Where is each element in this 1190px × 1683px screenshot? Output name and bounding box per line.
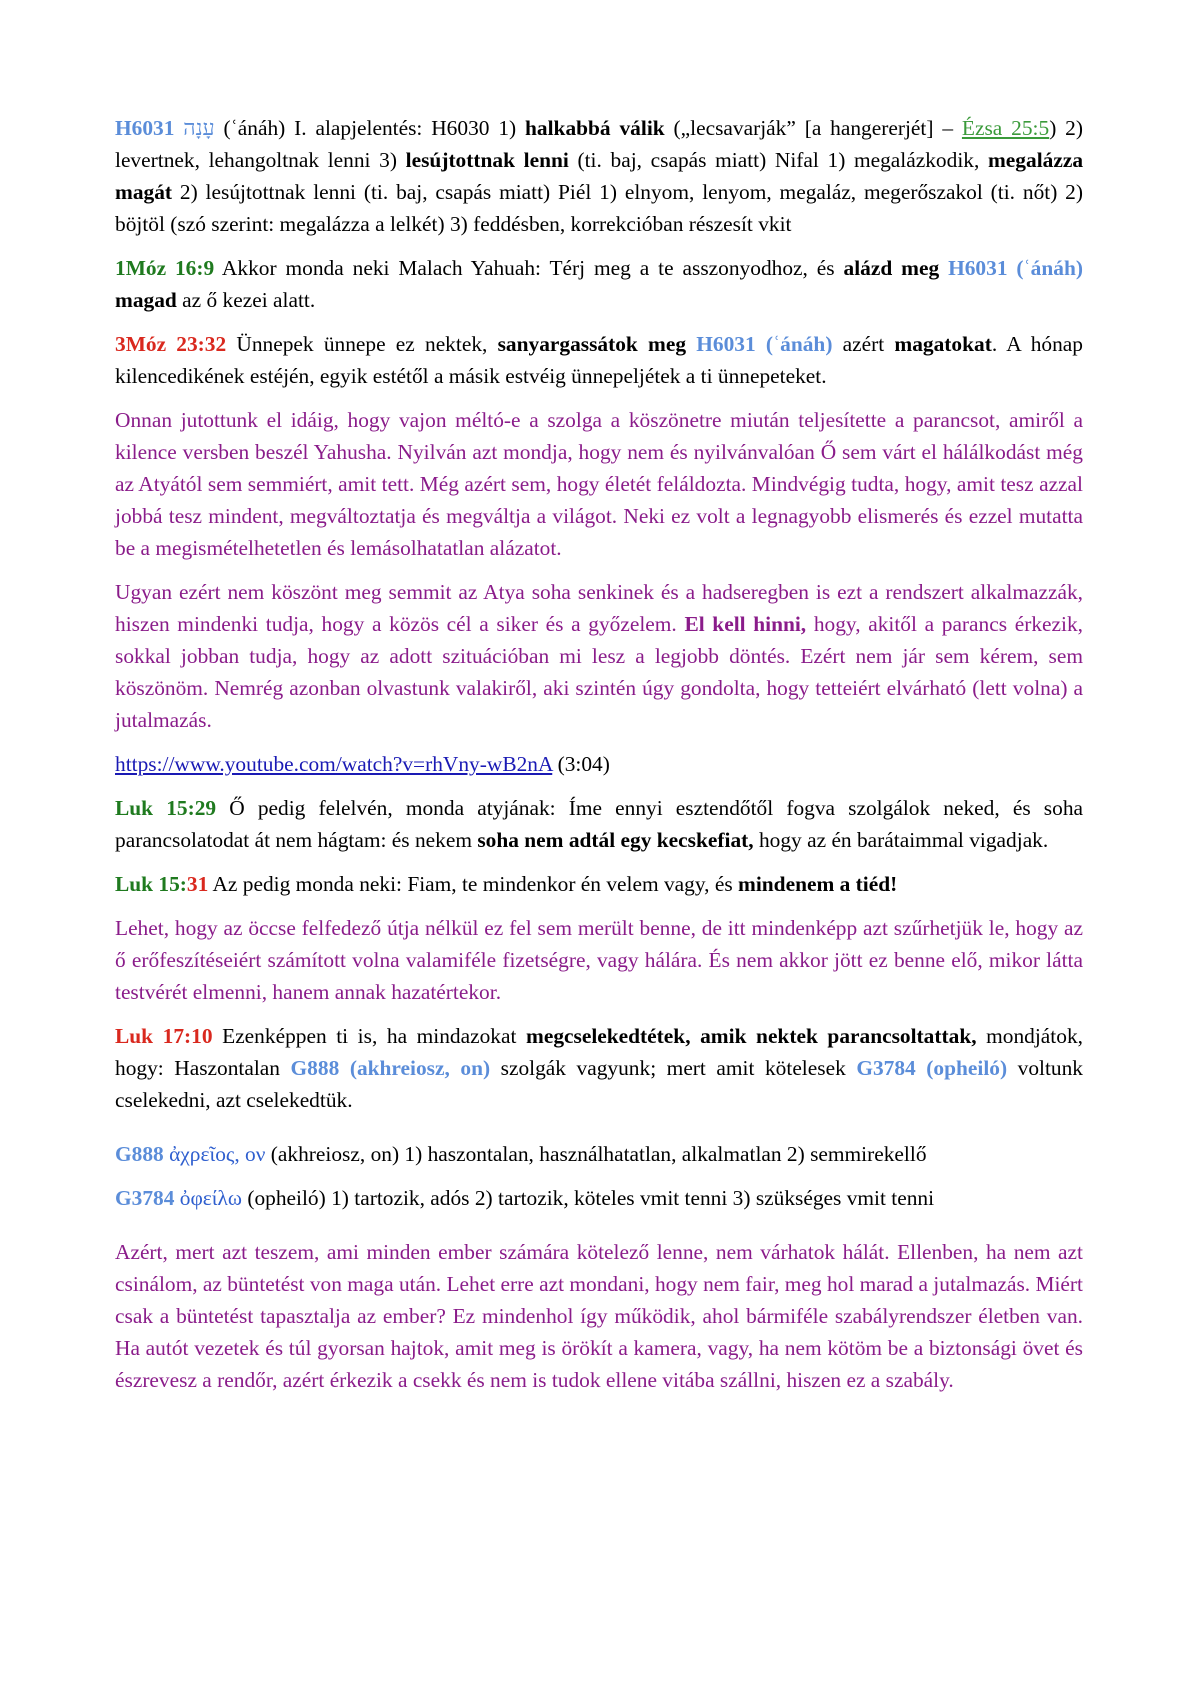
verse-3moz-23-32: 3Móz 23:32 Ünnepek ünnepe ez nektek, sanyargassátok meg H6031 (ʿánáh) azért magatokat. A hónap kilencedikének estéjén, egyik estétől a másik estvéig ünnepeljétek a ti ünnepeteket.	[115, 332, 1083, 388]
scripture-link[interactable]: Ézsa 25:5	[961, 116, 1050, 140]
definition-g888: G888 ἀχρεῖος, ον (akhreiosz, on) 1) haszontalan, használhatatlan, alkalmatlan 2) semmirekellő	[115, 1142, 927, 1166]
video-duration: (3:04)	[552, 752, 610, 776]
definition-g3784: G3784 ὀφείλω (opheiló) 1) tartozik, adós 2) tartozik, köteles vmit tenni 3) szükséges vmit tenni	[115, 1186, 935, 1210]
verse-luk-17-10: Luk 17:10 Ezenképpen ti is, ha mindazokat megcselekedtétek, amik nektek parancsoltattak, mondjátok, hogy: Haszontalan G888 (akhreiosz, on) szolgák vagyunk; mert amit kötelesek G3784 (opheiló) voltunk cselekedni, azt cselekedtük.	[115, 1024, 1084, 1112]
verse-reference-number: 31	[186, 872, 209, 896]
commentary-paragraph: Azért, mert azt teszem, ami minden ember számára kötelező lenne, nem várhatok hálát. Ellenben, ha nem azt csinálom, az büntetést von maga után. Lehet erre azt mondani, hogy nem fair, meg hol marad a jutalmazás. Miért csak a büntetést tapasztalja az ember? Ez mindenhol így működik, ahol bármiféle szabályrendszer életben van. Ha autót vezetek és túl gyorsan hajtok, amit meg is örökít a kamera, vagy, ha nem kötöm be a biztonsági övet és észrevesz a rendőr, azért érkezik a csekk és nem is tudok ellene vitába szállni, hiszen ez a szabály.	[115, 1240, 1083, 1392]
commentary-paragraph: Ugyan ezért nem köszönt meg semmit az Atya soha senkinek és a hadseregben is ezt a rendszert alkalmazzák, hiszen mindenki tudja, hogy a közös cél a siker és a győzelem. El kell hinni, hogy, akitől a parancs érkezik, sokkal jobban tudja, hogy az adott szituációban mi lesz a legjobb döntés. Ezért nem jár sem kérem, sem köszönöm. Nemrég azonban olvastunk valakiről, aki szintén úgy gondolta, hogy tetteiért elvárható (lett volna) a jutalmazás.	[115, 580, 1084, 732]
verse-reference: Luk 15:	[115, 872, 187, 896]
verse-reference: 3Móz 23:32	[115, 332, 227, 356]
youtube-link[interactable]: https://www.youtube.com/watch?v=rhVny-wB2nA	[115, 752, 553, 776]
verse-reference: Luk 17:10	[115, 1024, 213, 1048]
verse-luk-15-31: Luk 15:31 Az pedig monda neki: Fiam, te mindenkor én velem vagy, és mindenem a tiéd!	[115, 872, 898, 896]
greek-word: ὀφείλω	[174, 1186, 242, 1210]
commentary-paragraph: Lehet, hogy az öccse felfedező útja nélkül ez fel sem merült benne, de itt mindenképp azt szűrhetjük le, hogy az ő erőfeszítéseiért számított volna valamiféle fizetségre, vagy hálára. És nem akkor jött ez benne elő, mikor látta testvérét elmenni, hanem annak hazatértekor.	[115, 916, 1083, 1004]
strongs-code: H6031 (ʿánáh)	[686, 332, 833, 356]
strongs-code: G3784 (opheiló)	[856, 1056, 1008, 1080]
strongs-code: G3784	[115, 1186, 175, 1210]
verse-1moz-16-9: 1Móz 16:9 Akkor monda neki Malach Yahuah: Térj meg a te asszonyodhoz, és alázd meg H6031 (ʿánáh) magad az ő kezei alatt.	[115, 256, 1083, 312]
video-link-line	[115, 748, 1083, 780]
strongs-code: H6031	[115, 116, 175, 140]
strongs-code: G888	[115, 1142, 164, 1166]
paragraph-h6031-definition: H6031 עָנָה (ʿánáh) I. alapjelentés: H6030 1) halkabbá válik („lecsavarják” [a hangererjét] – Ézsa 25:5) 2) levertnek, lehangoltnak lenni 3) lesújtottnak lenni (ti. baj, csapás miatt) Nifal 1) megalázkodik, megalázza magát 2) lesújtottnak lenni (ti. baj, csapás miatt) Piél 1) elnyom, lenyom, megaláz, megerőszakol (ti. nőt) 2) böjtöl (szó szerint: megalázza a lelkét) 3) feddésben, korrekcióban részesít vkit	[115, 116, 1084, 236]
strongs-code: H6031 (ʿánáh)	[939, 256, 1083, 280]
hebrew-word: עָנָה	[183, 116, 215, 140]
greek-word: ἀχρεῖος, ον	[163, 1142, 266, 1166]
document-body	[115, 112, 1083, 1396]
verse-reference: 1Móz 16:9	[115, 256, 215, 280]
strongs-code: G888 (akhreiosz, on)	[290, 1056, 491, 1080]
commentary-paragraph: Onnan jutottunk el idáig, hogy vajon méltó-e a szolga a köszönetre miután teljesítette a parancsot, amiről a kilence versben beszél Yahusha. Nyilván azt mondja, hogy nem és nyilvánvalóan Ő sem várt el hálálkodást még az Atyától sem semmiért, amit tett. Még azért sem, hogy életét feláldozta. Mindvégig tudta, hogy, amit tesz azzal jobbá tesz mindent, megváltoztatja és megváltja a világot. Neki ez volt a legnagyobb elismerés és ezzel mutatta be a megismételhetetlen és lemásolhatatlan alázatot.	[115, 408, 1083, 560]
verse-luk-15-29: Luk 15:29 Ő pedig felelvén, monda atyjának: Íme ennyi esztendőtől fogva szolgálok neked, és soha parancsolatodat át nem hágtam: és nekem soha nem adtál egy kecskefiat, hogy az én barátaimmal vigadjak.	[115, 796, 1084, 852]
verse-reference: Luk 15:29	[115, 796, 217, 820]
